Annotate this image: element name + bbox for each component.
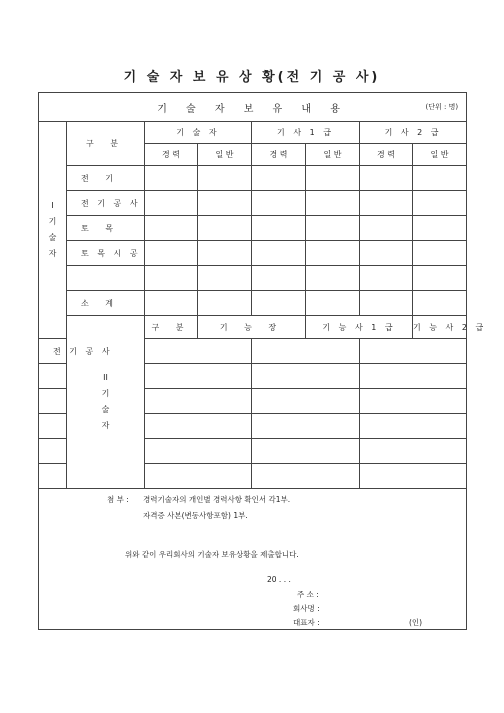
entry-cell[interactable] <box>252 364 360 389</box>
section1-group-header: 기 술 자 <box>145 122 252 144</box>
section1-row <box>39 166 467 191</box>
section2-group-header: 기 능 장 <box>198 316 306 339</box>
header-row <box>39 93 467 122</box>
entry-cell[interactable] <box>145 414 252 439</box>
section1-group-header: 기 사 1 급 <box>252 122 360 144</box>
row-label-electrical-construction: 전 기 공 사 <box>67 191 145 216</box>
entry-cell[interactable] <box>360 216 413 241</box>
section2-label-char: 술 <box>101 405 110 414</box>
table-header-cell <box>39 93 467 122</box>
section2-header-row <box>39 316 467 339</box>
section2-category-header: 구 분 <box>145 316 198 339</box>
row-label-blank <box>39 464 67 489</box>
document-title: 기 술 자 보 유 상 황(전 기 공 사) <box>123 70 381 85</box>
row-label-blank <box>39 414 67 439</box>
subheader-career: 경 력 <box>145 144 198 166</box>
entry-cell[interactable] <box>145 464 252 489</box>
entry-cell[interactable] <box>306 291 360 316</box>
seal-mark: (인) <box>409 618 423 627</box>
row-label-blank <box>39 389 67 414</box>
entry-cell[interactable] <box>145 291 198 316</box>
entry-cell[interactable] <box>145 439 252 464</box>
row-label-electrical: 전 기 <box>67 166 145 191</box>
subheader-career: 경 력 <box>360 144 413 166</box>
row-label-blank <box>39 364 67 389</box>
section1-subtotal-row <box>39 291 467 316</box>
section1-label-roman: I <box>51 201 54 210</box>
subheader-general: 일 반 <box>198 144 252 166</box>
entry-cell[interactable] <box>413 291 467 316</box>
section1-row <box>39 191 467 216</box>
entry-cell[interactable] <box>252 464 360 489</box>
section2-label-roman: II <box>103 373 108 382</box>
entry-cell[interactable] <box>413 191 467 216</box>
row-label-subtotal: 소 계 <box>67 291 145 316</box>
entry-cell[interactable] <box>145 191 198 216</box>
row-label-blank <box>67 266 145 291</box>
entry-cell[interactable] <box>145 241 198 266</box>
attach-line-2: 자격증 사본(변동사항포함) 1부. <box>143 511 248 520</box>
entry-cell[interactable] <box>360 414 467 439</box>
row-label-civil-construction: 토 목 시 공 <box>67 241 145 266</box>
section1-label-char: 기 <box>48 217 57 226</box>
entry-cell[interactable] <box>360 291 413 316</box>
entry-cell[interactable] <box>252 439 360 464</box>
section2-label-char: 자 <box>101 421 110 430</box>
footer-cell <box>39 489 467 630</box>
entry-cell[interactable] <box>252 389 360 414</box>
entry-cell[interactable] <box>413 216 467 241</box>
section2-label <box>67 316 145 489</box>
attach-label: 첨 부 : <box>107 495 129 504</box>
entry-cell[interactable] <box>252 291 306 316</box>
entry-cell[interactable] <box>360 191 413 216</box>
company-label: 회사명 : <box>293 604 320 613</box>
entry-cell[interactable] <box>306 266 360 291</box>
section1-row <box>39 241 467 266</box>
entry-cell[interactable] <box>360 389 467 414</box>
entry-cell[interactable] <box>252 266 306 291</box>
entry-cell[interactable] <box>413 166 467 191</box>
entry-cell[interactable] <box>413 266 467 291</box>
unit-label: (단위 : 명) <box>425 103 459 111</box>
entry-cell[interactable] <box>306 166 360 191</box>
attach-line-1: 경력기술자의 개인별 경력사항 확인서 각1부. <box>143 495 291 504</box>
entry-cell[interactable] <box>145 364 252 389</box>
section2-group-header: 기 능 사 1 급 <box>306 316 413 339</box>
section1-row <box>39 266 467 291</box>
section1-label-char: 술 <box>48 233 57 242</box>
entry-cell[interactable] <box>145 166 198 191</box>
entry-cell[interactable] <box>252 216 306 241</box>
section2-label-char: 기 <box>101 389 110 398</box>
section2-group-header: 기 능 사 2 급 <box>413 316 467 339</box>
entry-cell[interactable] <box>413 241 467 266</box>
entry-cell[interactable] <box>252 339 360 364</box>
footer-row <box>39 489 467 630</box>
entry-cell[interactable] <box>198 216 252 241</box>
section1-row <box>39 216 467 241</box>
row-label-civil: 토 목 <box>67 216 145 241</box>
entry-cell[interactable] <box>306 216 360 241</box>
entry-cell[interactable] <box>360 166 413 191</box>
section1-label-char: 자 <box>48 249 57 258</box>
table-header-title: 기 술 자 보 유 내 용 <box>157 103 348 115</box>
address-label: 주 소 : <box>297 590 319 599</box>
row-label-blank <box>39 439 67 464</box>
entry-cell[interactable] <box>252 241 306 266</box>
entry-cell[interactable] <box>306 241 360 266</box>
entry-cell[interactable] <box>306 191 360 216</box>
entry-cell[interactable] <box>198 266 252 291</box>
entry-cell[interactable] <box>360 339 467 364</box>
entry-cell[interactable] <box>198 166 252 191</box>
subheader-general: 일 반 <box>413 144 467 166</box>
section1-category-header: 구 분 <box>67 122 145 166</box>
entry-cell[interactable] <box>252 414 360 439</box>
entry-cell[interactable] <box>198 291 252 316</box>
section1-group-row <box>39 122 467 144</box>
entry-cell[interactable] <box>145 389 252 414</box>
entry-cell[interactable] <box>198 241 252 266</box>
entry-cell[interactable] <box>145 266 198 291</box>
entry-cell[interactable] <box>252 166 306 191</box>
entry-cell[interactable] <box>360 439 467 464</box>
representative-label: 대표자 : <box>293 618 320 627</box>
subheader-general: 일 반 <box>306 144 360 166</box>
entry-cell[interactable] <box>360 241 413 266</box>
section1-group-header: 기 사 2 급 <box>360 122 467 144</box>
section1-label <box>39 122 67 339</box>
date-line: 20 . . . <box>267 575 291 584</box>
subheader-career: 경 력 <box>252 144 306 166</box>
entry-cell[interactable] <box>252 191 306 216</box>
technician-form-table <box>38 92 487 630</box>
entry-cell[interactable] <box>360 266 413 291</box>
submission-statement: 위와 같이 우리회사의 기술자 보유상황을 제출합니다. <box>125 550 299 559</box>
entry-cell[interactable] <box>145 339 252 364</box>
entry-cell[interactable] <box>198 191 252 216</box>
entry-cell[interactable] <box>360 464 467 489</box>
entry-cell[interactable] <box>145 216 198 241</box>
row-label-electrical-construction: 전 기 공 사 <box>39 339 67 364</box>
entry-cell[interactable] <box>360 364 467 389</box>
